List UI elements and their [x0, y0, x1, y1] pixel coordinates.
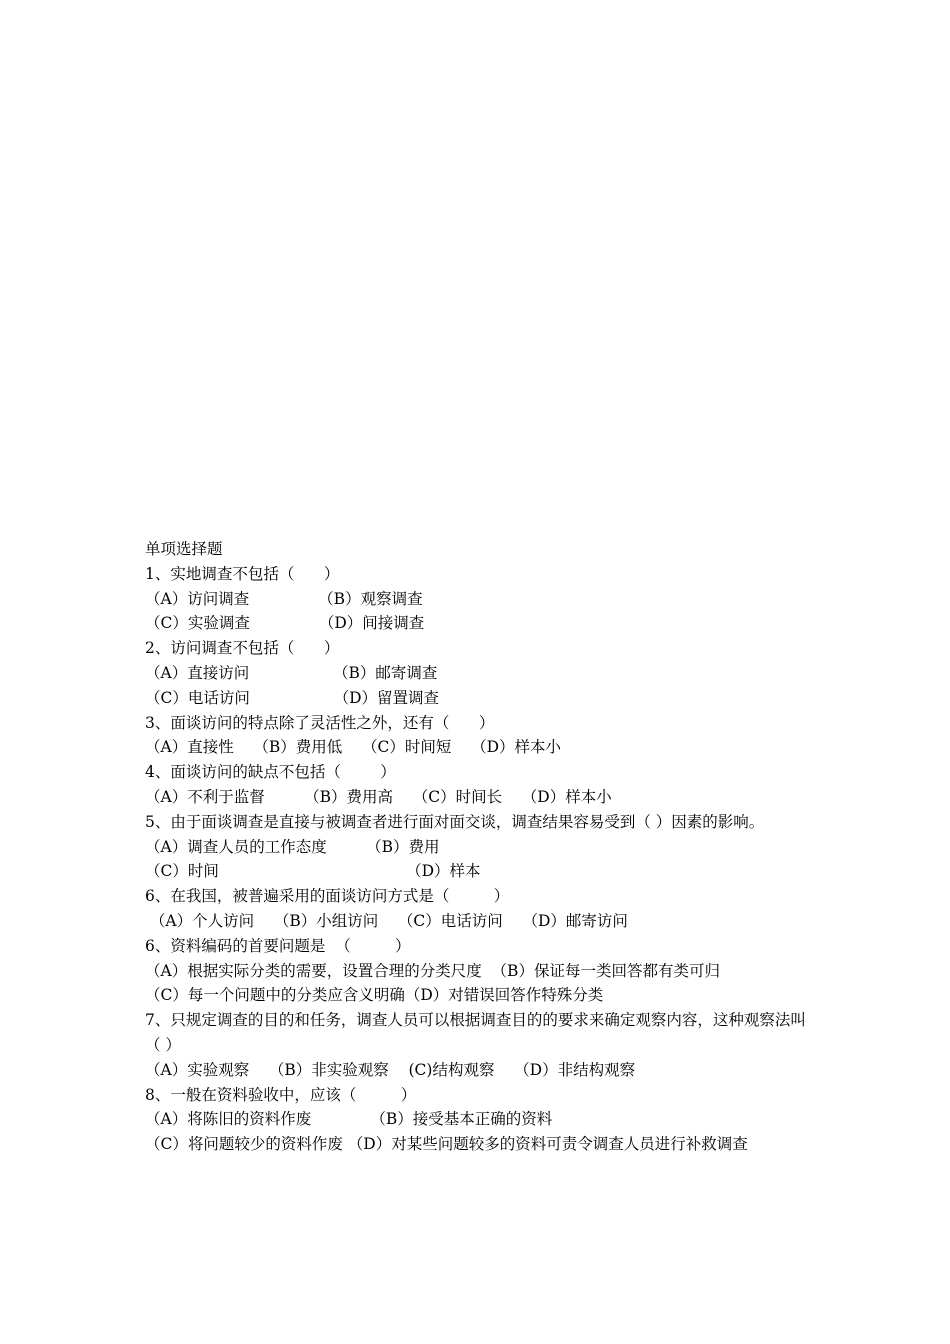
question-3-options: （A）直接性 （B）费用低 （C）时间短 （D）样本小 [145, 738, 561, 757]
question-6b-options-cd: （C）每一个问题中的分类应含义明确（D）对错误回答作特殊分类 [145, 986, 604, 1005]
question-4: 4、面谈访问的缺点不包括（ ） [145, 763, 396, 782]
question-2-options-ab: （A）直接访问 （B）邮寄调查 [145, 663, 438, 682]
question-6a: 6、在我国，被普遍采用的面谈访问方式是（ ） [145, 887, 510, 906]
question-6b-options-ab: （A）根据实际分类的需要，设置合理的分类尺度 （B）保证每一类回答都有类可归 [145, 961, 720, 980]
question-7: 7、只规定调查的目的和任务，调查人员可以根据调查目的的要求来确定观察内容，这种观察法叫（ ） [145, 1011, 806, 1054]
question-6a-options: （A）个人访问 （B）小组访问 （C）电话访问 （D）邮寄访问 [145, 911, 628, 930]
question-1-options-cd: （C）实验调查 （D）间接调查 [145, 614, 425, 633]
question-6b: 6、资料编码的首要问题是 （ ） [145, 936, 411, 955]
document-body [145, 537, 815, 1157]
question-1-options-ab: （A）访问调查 （B）观察调查 [145, 589, 423, 608]
question-3: 3、面谈访问的特点除了灵活性之外，还有（ ） [145, 713, 495, 732]
question-7-options: （A）实验观察 （B）非实验观察 (C)结构观察 （D）非结构观察 [145, 1060, 636, 1079]
question-4-options: （A）不利于监督 （B）费用高 （C）时间长 （D）样本小 [145, 787, 612, 806]
question-2: 2、访问调查不包括（ ） [145, 639, 340, 658]
question-5-options-ab: （A）调查人员的工作态度 （B）费用 [145, 837, 440, 856]
question-2-options-cd: （C）电话访问 （D）留置调查 [145, 688, 440, 707]
question-8: 8、一般在资料验收中，应该（ ） [145, 1085, 417, 1104]
question-5-options-cd: （C）时间 （D）样本 [145, 862, 481, 881]
document-heading: 单项选择题 [145, 540, 223, 558]
question-8-options-ab: （A）将陈旧的资料作废 （B）接受基本正确的资料 [145, 1110, 553, 1129]
question-8-options-cd: （C）将问题较少的资料作废 （D）对某些问题较多的资料可责令调查人员进行补救调查 [145, 1135, 748, 1154]
question-5: 5、由于面谈调查是直接与被调查者进行面对面交谈，调查结果容易受到（ ）因素的影响。 [145, 812, 765, 831]
question-1: 1、实地调查不包括（ ） [145, 564, 340, 583]
